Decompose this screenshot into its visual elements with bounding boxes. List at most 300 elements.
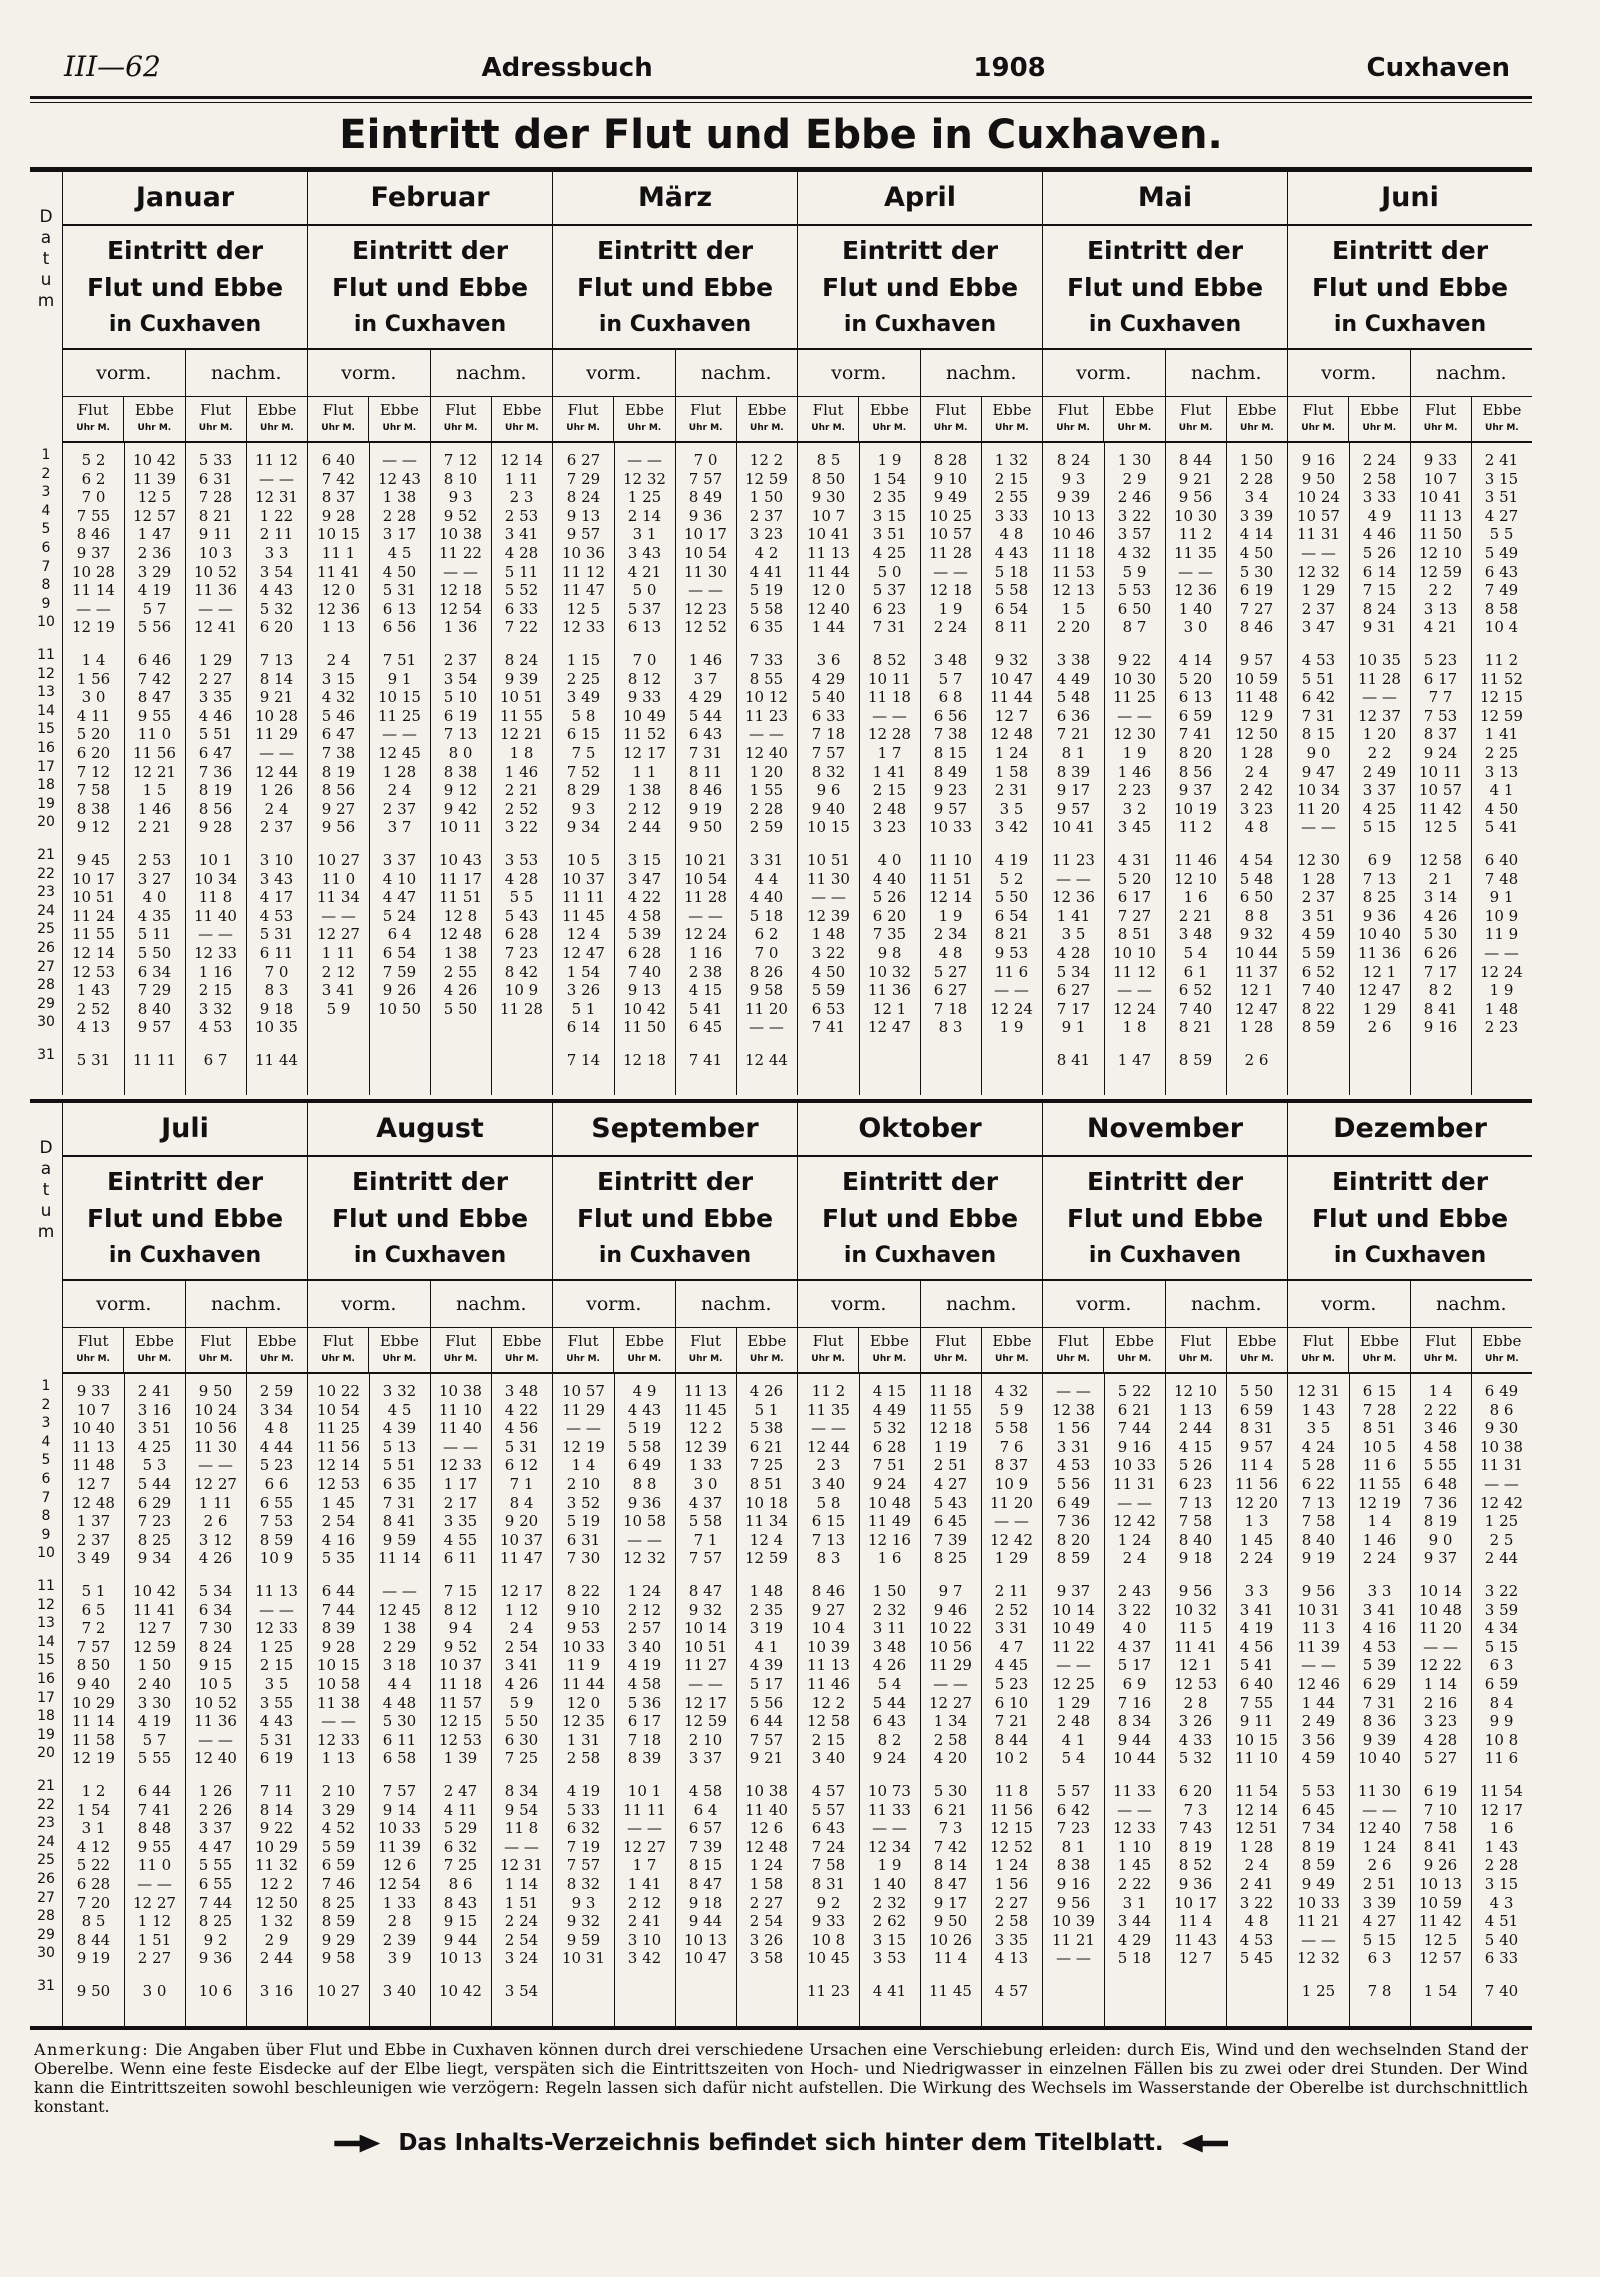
tide-time: 11 33	[868, 1800, 911, 1819]
tide-time: 1 40	[1178, 599, 1213, 618]
tide-time: 1 13	[321, 1749, 356, 1768]
tide-time: 1 28	[1301, 869, 1336, 888]
tide-time: 4 27	[933, 1475, 968, 1493]
tide-time: 11 54	[1235, 1782, 1278, 1800]
table-row	[798, 799, 1042, 818]
table-row	[1043, 1984, 1287, 1999]
table-row	[1043, 1877, 1287, 1892]
table-row	[1288, 1458, 1532, 1473]
tide-time: 11 28	[500, 999, 543, 1018]
tide-time: 7 19	[566, 1837, 601, 1856]
month-column	[798, 172, 1043, 1095]
tide-time: 10 36	[562, 544, 605, 562]
tide-time: 2 27	[994, 1893, 1029, 1912]
tide-time: 11 45	[562, 906, 605, 925]
tide-time: 8 22	[1301, 999, 1336, 1018]
table-row	[798, 1858, 1042, 1873]
tide-time: 12 10	[1419, 544, 1462, 562]
tide-time: 10 6	[198, 1982, 233, 2000]
tide-time: 3 54	[504, 1982, 539, 2000]
tide-time: 5 7	[142, 599, 167, 618]
tide-time: 3 3	[1367, 1582, 1392, 1600]
tide-time: 9 28	[198, 818, 233, 837]
tide-time: 1 28	[1239, 744, 1274, 762]
day-number: 4	[41, 502, 51, 519]
tide-time: 9 6	[816, 781, 841, 800]
table-row	[553, 1458, 797, 1473]
tide-time: 11 0	[137, 725, 172, 744]
tide-time: 1 9	[938, 906, 963, 925]
tide-time: 10 57	[562, 1382, 605, 1400]
tide-time: 2 8	[1183, 1693, 1208, 1712]
tide-time: 7 40	[1178, 999, 1213, 1018]
tide-time: 9 49	[1301, 1875, 1336, 1893]
tide-time	[369, 1020, 430, 1035]
tide-time: 12 7	[137, 1619, 172, 1638]
month-column	[553, 172, 798, 1095]
tide-time: 11 18	[439, 1675, 482, 1693]
tide-time: 5 18	[1117, 1949, 1152, 1968]
tide-time: 7 40	[1484, 1982, 1519, 2000]
tide-time: 10 28	[72, 562, 115, 581]
tide-time: 2 23	[1484, 1018, 1519, 1037]
tide-time: 4 53	[259, 906, 294, 925]
tide-time: 6 28	[76, 1875, 111, 1893]
tide-time: 11 11	[562, 888, 605, 907]
tide-time: 10 48	[868, 1493, 911, 1512]
tide-time: 6 55	[259, 1493, 294, 1512]
tide-time: 8 59	[1178, 1051, 1213, 1069]
tide-time: 2 2	[1367, 744, 1392, 762]
tide-time: 3 26	[566, 981, 601, 1000]
tide-time: 1 43	[1301, 1400, 1336, 1419]
table-row	[308, 999, 552, 1018]
tide-time: 12 19	[72, 1749, 115, 1768]
tide-time: 5 43	[933, 1493, 968, 1512]
tide-time: 11 29	[562, 1400, 605, 1419]
day-number: 19	[37, 1726, 55, 1743]
tide-time: 1 9	[938, 599, 963, 618]
table-row	[63, 983, 307, 998]
tide-time: 2 6	[1367, 1018, 1392, 1037]
tide-time: 5 10	[443, 688, 478, 707]
tide-time: 6 20	[259, 618, 294, 637]
day-number: 2	[41, 1396, 51, 1413]
tide-time: 3 54	[443, 669, 478, 688]
tide-time: — —	[688, 906, 723, 925]
tide-time: 7 39	[688, 1837, 723, 1856]
table-row	[798, 583, 1042, 598]
tide-time: 2 24	[504, 1912, 539, 1931]
tide-time: 1 26	[198, 1782, 233, 1800]
tide-time: 2 27	[137, 1949, 172, 1968]
table-row	[63, 599, 307, 618]
tide-time: 10 39	[1052, 1912, 1095, 1931]
tide-time: 4 48	[382, 1693, 417, 1712]
tide-time: 9 3	[448, 488, 473, 507]
tide-time: 11 25	[317, 1419, 360, 1438]
tide-time: 8 47	[688, 1875, 723, 1893]
table-row	[1043, 962, 1287, 981]
table-row	[1043, 583, 1287, 598]
tide-time: 4 22	[627, 888, 662, 907]
tide-time: 8 50	[811, 469, 846, 488]
tide-time: 4 25	[1362, 799, 1397, 818]
day-number: 5	[41, 1452, 51, 1469]
tide-time: 6 46	[137, 651, 172, 669]
tide-time: 7 12	[76, 762, 111, 781]
tide-time: 7 31	[688, 744, 723, 762]
tide-time: 11 11	[623, 1800, 666, 1819]
table-row	[63, 1930, 307, 1949]
tide-time: 2 12	[627, 799, 662, 818]
tide-time: 12 31	[500, 1856, 543, 1875]
tide-time: 6 49	[1484, 1382, 1519, 1400]
tide-time: 4 1	[1061, 1730, 1086, 1749]
tide-time: 11 27	[684, 1656, 727, 1675]
table-row	[308, 1551, 552, 1566]
tide-time: 4 15	[872, 1382, 907, 1400]
tide-time: 6 59	[321, 1856, 356, 1875]
time-of-day-heading: vorm. nachm.	[553, 350, 797, 397]
remark-label: Anmerkung:	[34, 2040, 150, 2059]
tide-time: 1 14	[504, 1875, 539, 1893]
table-row	[798, 962, 1042, 981]
tide-time: 6 11	[382, 1730, 417, 1749]
tide-time: 7 0	[81, 488, 106, 507]
table-row	[63, 927, 307, 942]
tide-time: 11 48	[72, 1456, 115, 1475]
tide-time: 8 25	[137, 1530, 172, 1549]
table-row	[798, 906, 1042, 925]
tide-time: 7 57	[811, 744, 846, 762]
tide-time: 9 58	[321, 1949, 356, 1968]
tide-time: 7 20	[76, 1893, 111, 1912]
tide-time: 3 5	[264, 1675, 289, 1693]
tide-time: 5 4	[1183, 944, 1208, 962]
tide-time: 9 47	[1301, 762, 1336, 781]
tide-time: 2 46	[1117, 488, 1152, 507]
tide-time	[859, 1053, 920, 1068]
tide-time: 6 47	[321, 725, 356, 744]
tide-time: 2 11	[994, 1582, 1029, 1600]
tide-time: 4 55	[443, 1530, 478, 1549]
tide-time: 4 58	[627, 906, 662, 925]
tide-time: 4 11	[443, 1800, 478, 1819]
tide-time: 2 48	[1056, 1712, 1091, 1731]
tide-time: 7 46	[321, 1875, 356, 1893]
day-number: 25	[37, 1852, 55, 1869]
tide-time: 1 7	[632, 1856, 657, 1875]
tide-time: 6 50	[1117, 599, 1152, 618]
tide-time: 4 26	[1423, 906, 1458, 925]
tide-time: 8 0	[448, 744, 473, 762]
tide-time: 9 46	[933, 1600, 968, 1619]
tide-time: 5 56	[749, 1693, 784, 1712]
tide-time: 10 73	[868, 1782, 911, 1800]
day-number: 18	[37, 777, 55, 794]
tide-time: 2 4	[387, 781, 412, 800]
month-name: Oktober	[798, 1103, 1042, 1157]
tide-time: 8 44	[994, 1730, 1029, 1749]
table-row	[1043, 453, 1287, 468]
tide-time: 3 54	[259, 562, 294, 581]
table-row	[63, 1837, 307, 1856]
tide-time: — —	[1301, 544, 1336, 562]
tide-time: 12 36	[317, 599, 360, 618]
tide-time: 3 13	[1423, 599, 1458, 618]
tide-time: 6 59	[1484, 1675, 1519, 1693]
table-row	[1043, 762, 1287, 781]
tide-time: 1 9	[999, 1018, 1024, 1037]
tide-time: 10 45	[807, 1949, 850, 1968]
tide-time: 5 37	[872, 581, 907, 600]
tide-time: 7 28	[1362, 1400, 1397, 1419]
table-row	[1043, 1514, 1287, 1529]
tide-time: 8 4	[1489, 1693, 1514, 1712]
tide-time: — —	[994, 981, 1029, 1000]
tide-time: — —	[259, 469, 294, 488]
tide-time: 3 9	[387, 1949, 412, 1968]
table-row	[1288, 853, 1532, 868]
day-number: 18	[37, 1708, 55, 1725]
tide-time: — —	[1301, 1656, 1336, 1675]
tide-time: 8 20	[1178, 744, 1213, 762]
table-row	[1288, 669, 1532, 688]
tide-time: 10 41	[807, 525, 850, 544]
tide-time: 10 35	[1358, 651, 1401, 669]
page-header	[30, 50, 1532, 94]
tide-time: 8 11	[994, 618, 1029, 637]
tide-time: 6 33	[811, 706, 846, 725]
tide-time: 11 20	[1419, 1619, 1462, 1638]
tide-time: 4 47	[382, 888, 417, 907]
tide-time: 2 6	[203, 1512, 228, 1531]
tide-time: 3 40	[382, 1982, 417, 2000]
tide-time	[798, 1053, 859, 1068]
tide-time: 12 15	[1480, 688, 1523, 707]
table-row	[553, 1858, 797, 1873]
tide-time: 11 13	[684, 1382, 727, 1400]
table-row	[308, 1437, 552, 1456]
tide-time: 9 9	[1489, 1712, 1514, 1731]
tide-time: 4 32	[1117, 544, 1152, 562]
tide-time: 6 34	[137, 962, 172, 981]
table-row	[308, 690, 552, 705]
table-row	[308, 1458, 552, 1473]
table-row	[798, 762, 1042, 781]
table-row	[798, 1714, 1042, 1729]
tide-time: 3 16	[137, 1400, 172, 1419]
tide-time: 1 9	[1122, 744, 1147, 762]
time-of-day-heading: vorm. nachm.	[1043, 1281, 1287, 1328]
tide-time: 6 57	[688, 1819, 723, 1838]
tide-time: 12 1	[1362, 962, 1397, 981]
tide-time: — —	[994, 1512, 1029, 1531]
tide-time: 2 35	[872, 488, 907, 507]
tide-time: 8 46	[1239, 618, 1274, 637]
tide-time	[430, 1053, 491, 1068]
tide-time: 11 20	[1297, 799, 1340, 818]
tide-time: 3 31	[1056, 1437, 1091, 1456]
tide-time: 12 53	[72, 962, 115, 981]
tide-time: 7 36	[1423, 1493, 1458, 1512]
tide-time: 3 41	[504, 525, 539, 544]
tide-time: 8 25	[1362, 888, 1397, 907]
tide-time: 10 35	[255, 1018, 298, 1037]
tide-time: 2 1	[1428, 869, 1453, 888]
column-heading: Eintritt der Flut und Ebbe in Cuxhaven	[63, 1157, 307, 1281]
table-row	[798, 669, 1042, 688]
tide-time: 10 38	[1480, 1437, 1523, 1456]
tide-time: 12 19	[72, 618, 115, 637]
table-row	[308, 1784, 552, 1799]
tide-time: 8 2	[877, 1730, 902, 1749]
tide-time: 12 14	[929, 888, 972, 907]
tide-time: 11 9	[1484, 925, 1519, 944]
tide-time: 6 27	[1056, 981, 1091, 1000]
tide-time: 12 32	[1297, 1949, 1340, 1968]
tide-time: 7 1	[509, 1475, 534, 1493]
tide-time: 11 14	[72, 581, 115, 600]
tide-time: 10 22	[317, 1382, 360, 1400]
day-number: 16	[37, 1671, 55, 1687]
table-row	[553, 1477, 797, 1492]
day-number: 26	[37, 940, 55, 956]
book-title: Adressbuch	[481, 53, 653, 83]
tide-time: 3 37	[688, 1749, 723, 1768]
tide-time: 10 29	[72, 1693, 115, 1712]
tide-time: 7 42	[137, 669, 172, 688]
tide-time: 11 50	[623, 1018, 666, 1037]
tide-time: 10 2	[994, 1749, 1029, 1768]
tide-time: 7 21	[1056, 725, 1091, 744]
tide-time: 6 21	[933, 1800, 968, 1819]
tide-time: 6 15	[1362, 1382, 1397, 1400]
tide-time: 2 21	[137, 818, 172, 837]
table-row	[798, 1951, 1042, 1966]
tide-time	[491, 1020, 552, 1035]
tide-time: 3 48	[933, 651, 968, 669]
tide-time: 7 17	[1423, 962, 1458, 981]
table-row	[1043, 1714, 1287, 1729]
tide-time: 7 40	[1301, 981, 1336, 1000]
tide-time: 1 6	[1489, 1819, 1514, 1838]
tide-time: 2 54	[504, 1930, 539, 1949]
time-of-day-heading: vorm. nachm.	[798, 1281, 1042, 1328]
tide-time: 12 41	[194, 618, 237, 637]
table-row	[798, 653, 1042, 668]
tide-time: 11 42	[1419, 799, 1462, 818]
tide-time: 6 28	[504, 925, 539, 944]
tide-time: 2 36	[137, 544, 172, 562]
tide-time: 5 22	[76, 1856, 111, 1875]
table-row	[1288, 746, 1532, 761]
tide-time: 10 1	[198, 851, 233, 869]
tide-time: 7 58	[76, 781, 111, 800]
tide-time: 12 47	[1358, 981, 1401, 1000]
tide-time: 1 51	[504, 1893, 539, 1912]
tide-time: — —	[627, 1819, 662, 1838]
tide-time: 2 14	[627, 506, 662, 525]
tide-time: 8 20	[1056, 1530, 1091, 1549]
tide-time: 6 56	[933, 706, 968, 725]
tide-time: 10 40	[72, 1419, 115, 1438]
month-name: Januar	[63, 172, 307, 226]
tide-time: 9 10	[566, 1600, 601, 1619]
table-row	[308, 1053, 552, 1068]
table-row	[1288, 799, 1532, 818]
tide-time: 7 3	[1183, 1800, 1208, 1819]
table-row	[1043, 690, 1287, 705]
tide-time: 1 9	[877, 1856, 902, 1875]
tide-time: 2 10	[566, 1475, 601, 1493]
day-number: 20	[37, 814, 55, 831]
table-row	[308, 799, 552, 818]
tide-time: 6 55	[198, 1875, 233, 1893]
tide-time: 5 9	[999, 1400, 1024, 1419]
tide-time: 6 20	[872, 906, 907, 925]
tide-time: 7 53	[1423, 706, 1458, 725]
tide-time: — —	[1301, 818, 1336, 837]
tide-time: 12 59	[1419, 562, 1462, 581]
tide-time: 9 50	[688, 818, 723, 837]
tide-time: 6 58	[382, 1749, 417, 1768]
table-row	[63, 1951, 307, 1966]
tide-time: 1 24	[627, 1582, 662, 1600]
table-row	[63, 1730, 307, 1749]
tide-time: 11 45	[684, 1400, 727, 1419]
tide-time: 1 46	[1362, 1530, 1397, 1549]
tide-time: 4 50	[1484, 799, 1519, 818]
tide-time: 1 38	[382, 488, 417, 507]
tide-time: 1 8	[509, 744, 534, 762]
tide-time: 11 25	[378, 706, 421, 725]
tide-time: 12 20	[1235, 1493, 1278, 1512]
tide-time: 11 28	[929, 544, 972, 562]
tide-time: 10 7	[76, 1400, 111, 1419]
table-row	[553, 1677, 797, 1692]
tide-time: 5 5	[1489, 525, 1514, 544]
tide-time: 3 29	[137, 562, 172, 581]
time-of-day-heading: vorm. nachm.	[1288, 1281, 1532, 1328]
tide-time: 1 54	[872, 469, 907, 488]
tide-time: 11 33	[1113, 1782, 1156, 1800]
tide-time: 11 9	[566, 1656, 601, 1675]
tide-time: — —	[688, 1675, 723, 1693]
tide-time: 12 45	[378, 744, 421, 762]
tide-time: 9 17	[1056, 781, 1091, 800]
tide-time: 10 3	[198, 544, 233, 562]
table-row	[63, 799, 307, 818]
tide-time: 6 52	[1178, 981, 1213, 1000]
tide-time: 12 2	[688, 1419, 723, 1438]
tide-time: 9 21	[259, 688, 294, 707]
tide-time: 2 3	[509, 488, 534, 507]
day-number: 17	[37, 758, 55, 775]
table-row	[1043, 906, 1287, 925]
table-row	[553, 1600, 797, 1619]
tide-time: 9 57	[1239, 1437, 1274, 1456]
tide-time: 9 8	[877, 944, 902, 962]
tide-time: 11 18	[1052, 544, 1095, 562]
tide-time: 2 11	[259, 525, 294, 544]
tide-time: 2 4	[1244, 1856, 1269, 1875]
table-row	[308, 1677, 552, 1692]
tide-time: 1 48	[749, 1582, 784, 1600]
tide-time: 7 39	[933, 1530, 968, 1549]
tide-time: 4 7	[999, 1637, 1024, 1656]
